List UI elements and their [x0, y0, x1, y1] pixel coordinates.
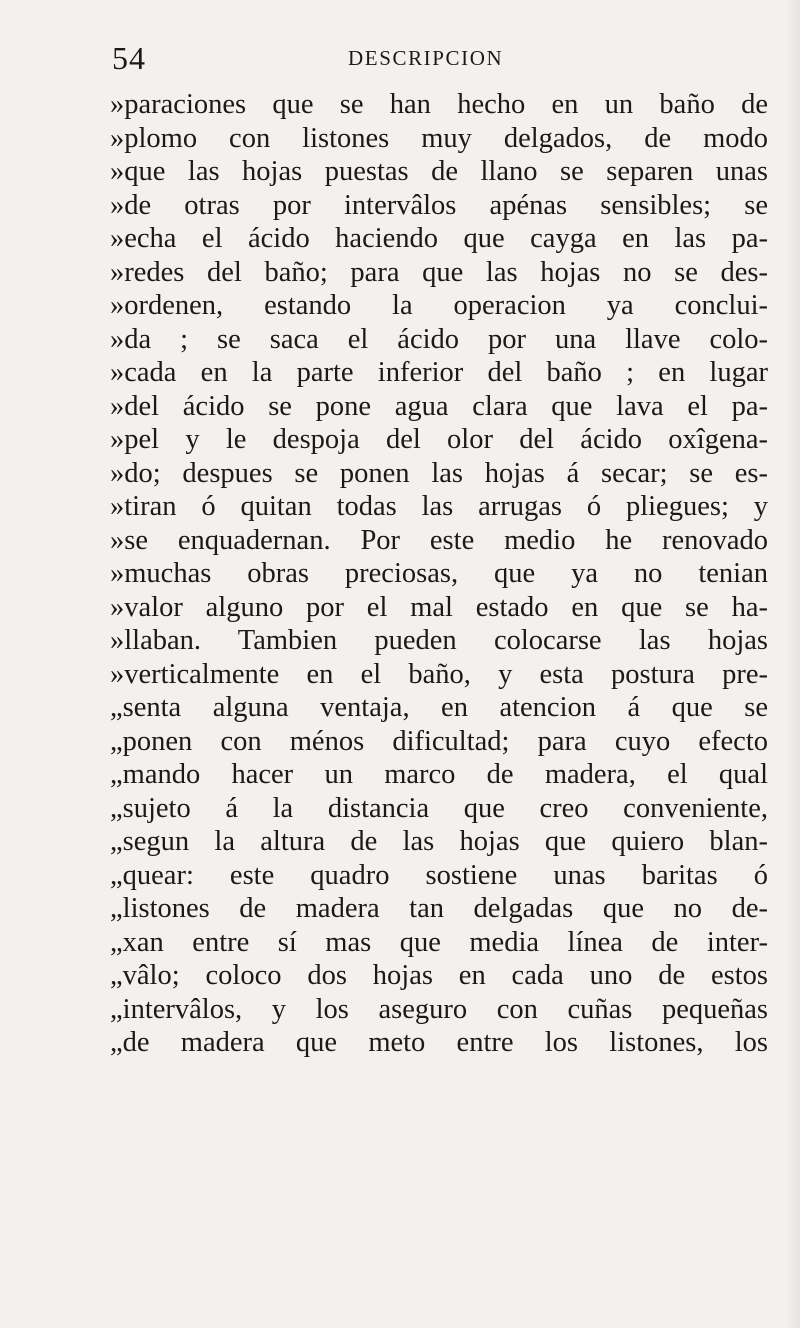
- text-line: »da ; se saca el ácido por una llave colo-: [110, 323, 768, 355]
- text-line: „xan entre sí mas que media línea de inter-: [110, 926, 768, 958]
- text-line: „listones de madera tan delgadas que no de-: [110, 893, 768, 924]
- text-line: »muchas obras preciosas, que ya no tenian: [110, 558, 768, 589]
- text-line: »de otras por intervâlos apénas sensibles; se: [110, 189, 768, 221]
- text-line: »verticalmente en el baño, y esta postura pre-: [110, 658, 768, 690]
- text-line: »paraciones que se han hecho en un baño de: [110, 89, 768, 120]
- text-line: „mando hacer un marco de madera, el qual: [110, 759, 768, 790]
- text-line: „quear: este quadro sostiene unas baritas ó: [110, 859, 768, 891]
- page-header: [112, 38, 760, 78]
- text-line: »redes del baño; para que las hojas no se des-: [110, 256, 768, 288]
- text-line: »que las hojas puestas de llano se separen unas: [110, 156, 768, 187]
- text-line: »ordenen, estando la operacion ya conclui-: [110, 290, 768, 321]
- page-edge-shadow: [786, 0, 800, 1328]
- text-line: »plomo con listones muy delgados, de modo: [110, 122, 768, 154]
- text-line: »echa el ácido haciendo que cayga en las pa-: [110, 223, 768, 254]
- text-line: »del ácido se pone agua clara que lava el pa-: [110, 390, 768, 422]
- text-line: „intervâlos, y los aseguro con cuñas pequeñas: [110, 993, 768, 1025]
- text-line: „senta alguna ventaja, en atencion á que se: [110, 692, 768, 723]
- text-line: »llaban. Tambien pueden colocarse las hojas: [110, 625, 768, 656]
- text-line: »pel y le despoja del olor del ácido oxîgena-: [110, 424, 768, 455]
- page-number: 54: [112, 40, 146, 76]
- text-line: »se enquadernan. Por este medio he renovado: [110, 524, 768, 556]
- text-line: »tiran ó quitan todas las arrugas ó pliegues; y: [110, 491, 768, 522]
- text-line: „vâlo; coloco dos hojas en cada uno de estos: [110, 960, 768, 991]
- running-head: DESCRIPCION: [348, 46, 504, 70]
- text-line: „ponen con ménos dificultad; para cuyo efecto: [110, 725, 768, 757]
- text-line: „sujeto á la distancia que creo conveniente,: [110, 792, 768, 824]
- text-line: „segun la altura de las hojas que quiero blan-: [110, 826, 768, 857]
- body-text: [110, 88, 768, 1060]
- text-line: »do; despues se ponen las hojas á secar; se es-: [110, 457, 768, 489]
- text-line: »valor alguno por el mal estado en que se ha-: [110, 591, 768, 623]
- text-line: „de madera que meto entre los listones, los: [110, 1027, 768, 1058]
- text-line: »cada en la parte inferior del baño ; en lugar: [110, 357, 768, 388]
